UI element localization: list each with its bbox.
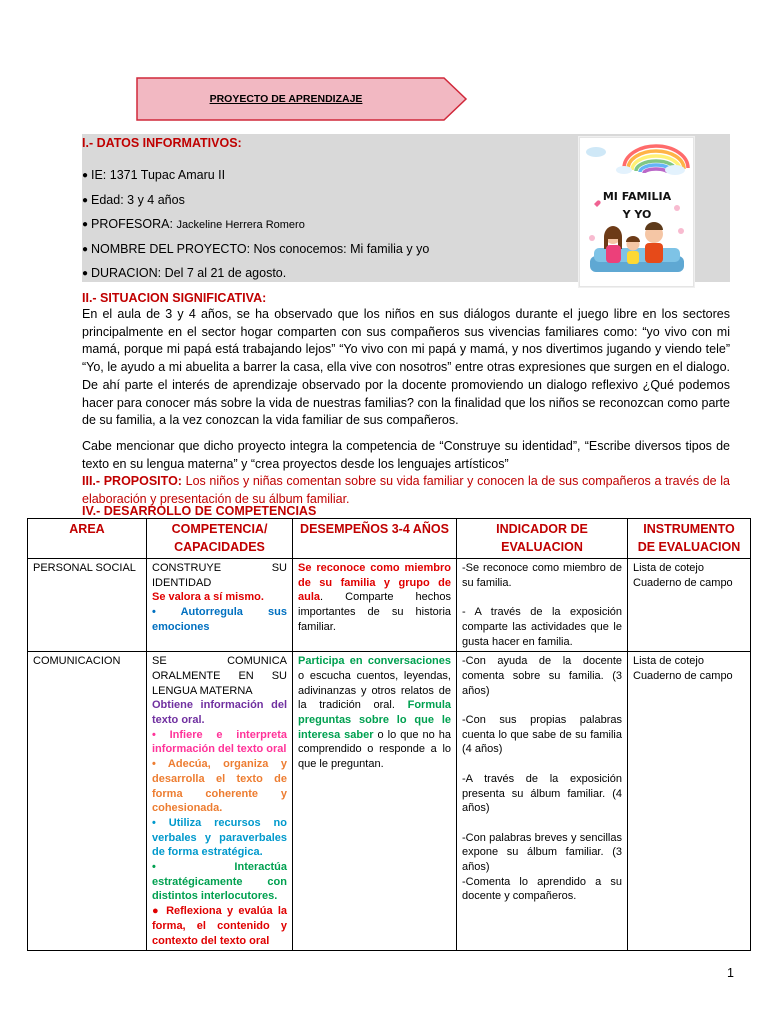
indicador-cell: -Con ayuda de la docente comenta sobre su familia. (3 años) -Con sus propias palabras cuenta lo que sabe de su familia (4 años) -A través de la exposición presenta su álbum familiar. (4 años) -Con palabras breves y sencillas expone su álbum familiar. (3 años) -Comenta lo aprendido a su docente y compañeros.	[457, 652, 628, 951]
header-desempenos: DESEMPEÑOS 3-4 AÑOS	[293, 519, 457, 559]
info-item: ● NOMBRE DEL PROYECTO: Nos conocemos: Mi familia y yo	[82, 241, 430, 256]
header-instrumento: INSTRUMENTO DE EVALUACION	[628, 519, 751, 559]
section1-title: I.- DATOS INFORMATIVOS:	[82, 136, 242, 150]
header-indicador: INDICADOR DE EVALUACION	[457, 519, 628, 559]
page-number: 1	[727, 966, 734, 980]
section4-title: IV.- DESARROLLO DE COMPETENCIAS	[82, 504, 317, 518]
section3-title: III.- PROPOSITO:	[82, 474, 182, 488]
info-item: ● Edad: 3 y 4 años	[82, 192, 185, 207]
competencies-paragraph: Cabe mencionar que dicho proyecto integra la competencia de “Construye su identidad”, “Escribe diversos tipos de texto en su lengua materna” y “crea proyectos desde los lenguajes artísticos”	[82, 439, 730, 471]
info-item: ● PROFESORA: Jackeline Herrera Romero	[82, 217, 305, 231]
indicador-cell: -Se reconoce como miembro de su familia. - A través de la exposición comparte las actividades que le gusta hacer en familia.	[457, 559, 628, 652]
situation-paragraph: En el aula de 3 y 4 años, se ha observado que los niños en sus diálogos durante el juego libre en los sectores principalmente en el sector hogar comparten con sus compañeros sus vivencias familiares como: “yo vivo con mi mamá, porque mi papá está trabajando lejos” “Yo vivo con mi papá y mamá, y nos divertimos jugando y viendo tele” “Yo, le ayudo a mi abuelita a barrer la casa, ella vive con nosotros” entre otras expresiones que surgen en el dialogo. De ahí parte el interés de aprendizaje observado por la docente promoviendo un dialogo reflexivo ¿Qué podemos hacer para conocer más sobre la vida de nuestras familias? con la finalidad que los niños se reconozcan como parte de su familia, a la vez conozcan la vida familiar de sus compañeros.	[82, 307, 730, 428]
competencies-table	[27, 518, 751, 951]
desempeno-cell: Se reconoce como miembro de su familia y grupo de aula. Comparte hechos importantes de su historia familiar.	[293, 559, 457, 652]
info-list	[82, 167, 429, 290]
instrumento-cell: Lista de cotejo Cuaderno de campo	[628, 559, 751, 652]
svg-text:MI FAMILIA: MI FAMILIA	[602, 190, 672, 203]
area-cell: PERSONAL SOCIAL	[28, 559, 147, 652]
family-illustration	[579, 137, 694, 287]
instrumento-cell: Lista de cotejo Cuaderno de campo	[628, 652, 751, 951]
table-row	[28, 652, 751, 951]
title-banner	[136, 77, 468, 121]
project-title: PROYECTO DE APRENDIZAJE	[209, 93, 363, 105]
info-item: ● IE: 1371 Tupac Amaru II	[82, 168, 226, 182]
svg-text:Y YO: Y YO	[622, 208, 652, 221]
competencia-cell: CONSTRUYE SU IDENTIDAD Se valora a sí mismo. • Autorregula sus emociones	[147, 559, 293, 652]
header-competencia: COMPETENCIA/ CAPACIDADES	[147, 519, 293, 559]
area-cell: COMUNICACION	[28, 652, 147, 951]
table-header-row	[28, 519, 751, 559]
section2-title: II.- SITUACION SIGNIFICATIVA:	[82, 291, 267, 305]
competencia-cell: SE COMUNICA ORALMENTE EN SU LENGUA MATERNA Obtiene información del texto oral. • Infiere e interpreta información del texto oral • Adecúa, organiza y desarrolla el texto de forma coherente y cohesionada. • Utiliza recursos no verbales y paraverbales de forma estratégica. • Interactúa estratégicamente con distintos interlocutores. ● Reflexiona y evalúa la forma, el contenido y contexto del texto oral	[147, 652, 293, 951]
info-item: ● DURACION: Del 7 al 21 de agosto.	[82, 266, 287, 280]
desempeno-cell: Participa en conversaciones o escucha cuentos, leyendas, adivinanzas y otros relatos de la tradición oral. Formula preguntas sobre lo que le interesa saber o lo que no ha comprendido o responde a lo que le preguntan.	[293, 652, 457, 951]
header-area: AREA	[28, 519, 147, 559]
purpose-text: Los niños y niñas comentan sobre su vida familiar y conocen la de sus compañeros a través de la elaboración y presentación de su álbum familiar.	[82, 474, 731, 506]
table-row	[28, 559, 751, 652]
